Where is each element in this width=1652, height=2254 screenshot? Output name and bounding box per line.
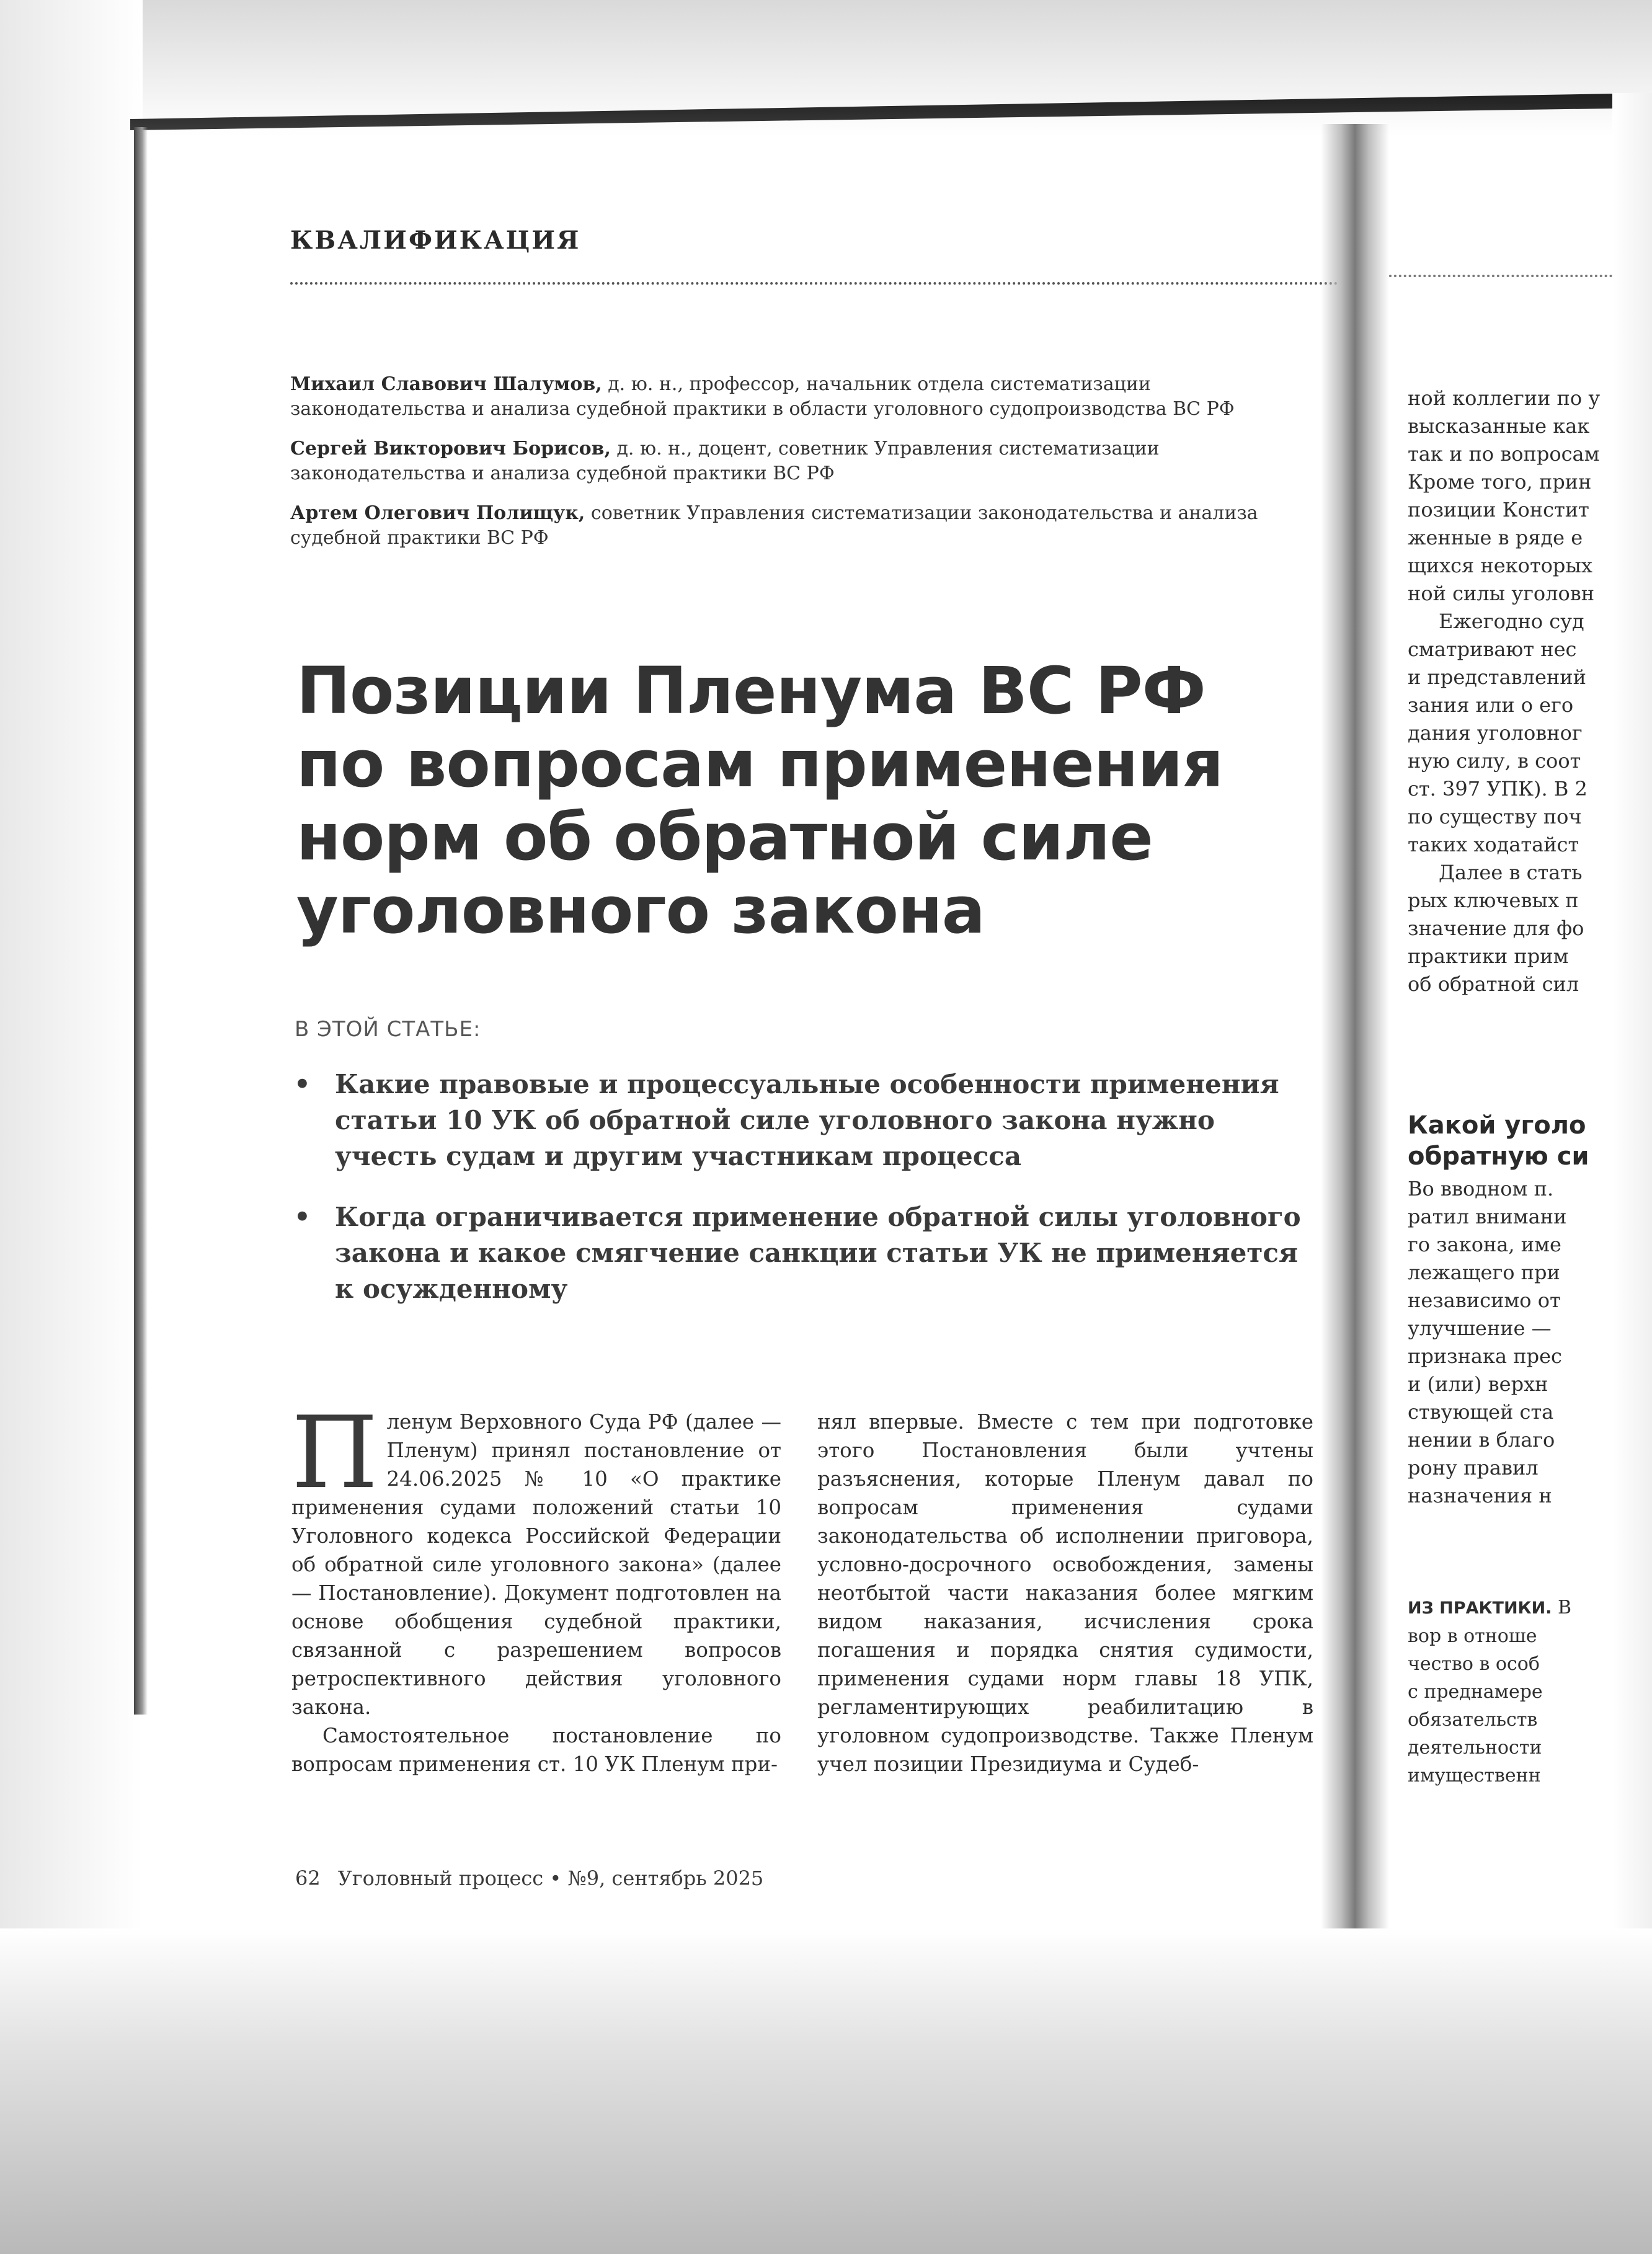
bullet-icon: • [294, 1069, 311, 1099]
practice-line: имущественн [1408, 1765, 1541, 1786]
right-page-heading [1408, 1110, 1612, 1172]
body-column-2 [817, 1408, 1313, 1778]
title-line: Позиции Пленума ВС РФ [296, 653, 1206, 729]
title-line: уголовного закона [296, 872, 985, 948]
text-line: ной коллегии по у [1408, 386, 1601, 410]
text-line: так и по вопросам [1408, 442, 1600, 466]
text-line: рону правил [1408, 1456, 1539, 1480]
text-line: ную силу, в соот [1408, 749, 1581, 773]
body-paragraph: нял впервые. Вместе с тем при подготовке этого Постановления были учтены разъяснения, которые Пленум давал по вопросам применения судами законодательства об исполнении приговора, условно-досрочного освобождения, замены неотбытой части наказания более мягким видом наказания, исчисления срока погашения и порядка снятия судимости, применения судами норм главы 18 УПК, регламентирующих реабилитацию в уголовном судопроизводстве. Также Пленум учел позиции Президиума и Судеб- [817, 1410, 1313, 1776]
text-line: высказанные как [1408, 414, 1590, 438]
right-page-text-2 [1408, 1175, 1612, 1510]
text-line: нении в благо [1408, 1428, 1555, 1452]
text-line: независимо от [1408, 1289, 1561, 1312]
text-line: ствующей ста [1408, 1400, 1554, 1424]
text-line: Кроме того, прин [1408, 470, 1592, 494]
journal-issue: Уголовный процесс • №9, сентябрь 2025 [337, 1866, 764, 1890]
practice-label: ИЗ ПРАКТИКИ. [1408, 1599, 1552, 1618]
author-name: Сергей Викторович Борисов, [290, 438, 611, 459]
text-line: практики прим [1408, 944, 1569, 968]
drop-cap: П [291, 1395, 378, 1511]
page-footer [295, 1866, 763, 1890]
practice-line: обязательств [1408, 1709, 1538, 1731]
author-name: Артем Олегович Полищук, [290, 502, 585, 524]
text-line: дания уголовног [1408, 721, 1583, 745]
author-list [290, 372, 1320, 566]
practice-first-text: В [1552, 1597, 1572, 1618]
body-paragraph: Самостоятельное постановление по вопросам применения ст. 10 УК Пленум при- [291, 1724, 781, 1776]
header-dotted-rule [290, 282, 1338, 285]
bullet-icon: • [294, 1202, 311, 1232]
author-entry [290, 437, 1320, 486]
text-line: щихся некоторых [1408, 554, 1592, 577]
text-line: и (или) верхн [1408, 1372, 1548, 1396]
page-number: 62 [295, 1866, 321, 1890]
book-gutter-shadow [1321, 124, 1389, 1928]
text-line: Ежегодно суд [1439, 610, 1584, 633]
text-line: женные в ряде е [1408, 526, 1583, 549]
right-page-text [1408, 384, 1612, 998]
practice-first-line [1408, 1594, 1612, 1622]
author-description: д. ю. н., доцент, советник Управления систематизации законодательства и анализа судебной практики ВС РФ [290, 438, 1160, 484]
text-line: значение для фо [1408, 916, 1584, 940]
text-line: рых ключевых п [1408, 889, 1579, 912]
author-description: советник Управления систематизации законодательства и анализа судебной практики ВС РФ [290, 502, 1258, 549]
practice-line: чество в особ [1408, 1653, 1540, 1675]
highlight-item [291, 1067, 1315, 1174]
text-line: улучшение — [1408, 1316, 1552, 1340]
heading-line: Какой уголо [1408, 1111, 1586, 1140]
text-line: зания или о его [1408, 693, 1574, 717]
title-line: норм об обратной силе [296, 799, 1153, 875]
text-line: ной силы уголовн [1408, 582, 1595, 605]
text-line: признака прес [1408, 1344, 1562, 1368]
text-line: и представлений [1408, 665, 1586, 689]
in-this-article-label: В ЭТОЙ СТАТЬЕ: [295, 1017, 481, 1042]
body-paragraph-text: ленум Верховного Суда РФ (далее — Пленум) принял постановление от 24.06.2025 № 10 «О практике применения судами положений статьи 10 Уголовного кодекса Российской Федерации об обратной силе уголовного закона» (далее — Постановление). Документ подготовлен на основе обобщения судебной практики, связанной с разрешением вопросов ретроспективного действия уголовного закона. [291, 1410, 781, 1719]
author-entry [290, 372, 1320, 422]
highlight-text: Какие правовые и процессуальные особенности применения статьи 10 УК об обратной силе уголовного закона нужно учесть судам и другим участникам процесса [335, 1069, 1279, 1171]
practice-line: деятельности [1408, 1737, 1542, 1759]
section-label: КВАЛИФИКАЦИЯ [290, 226, 581, 255]
text-line: Далее в стать [1439, 861, 1583, 884]
highlight-item [291, 1199, 1315, 1307]
text-line: ратил внимани [1408, 1205, 1567, 1228]
highlight-text: Когда ограничивается применение обратной силы уголовного закона и какое смягчение санкции статьи УК не применяется к осужденному [335, 1202, 1301, 1304]
article-title [296, 654, 1326, 947]
text-line: таких ходатайст [1408, 833, 1579, 856]
author-entry [290, 501, 1320, 551]
author-name: Михаил Славович Шалумов, [290, 373, 602, 395]
practice-box [1408, 1594, 1612, 1790]
body-paragraph [291, 1395, 781, 1721]
practice-line: вор в отноше [1408, 1625, 1537, 1647]
text-line: назначения н [1408, 1484, 1552, 1507]
right-page-dotted-rule [1389, 275, 1612, 277]
practice-line: с преднамере [1408, 1681, 1543, 1703]
heading-line: обратную си [1408, 1142, 1589, 1171]
body-column-1 [291, 1395, 781, 1778]
text-line: го закона, име [1408, 1233, 1561, 1256]
text-line: Во вводном п. [1408, 1177, 1554, 1200]
article-highlights [291, 1067, 1315, 1332]
text-line: ст. 397 УПК). В 2 [1408, 777, 1588, 801]
text-line: по существу поч [1408, 805, 1582, 828]
text-line: позиции Констит [1408, 498, 1589, 521]
author-description: д. ю. н., профессор, начальник отдела систематизации законодательства и анализа судебной практики в области уголовного судопроизводства ВС РФ [290, 373, 1235, 420]
title-line: по вопросам применения [296, 726, 1223, 802]
text-line: лежащего при [1408, 1261, 1560, 1284]
text-line: об обратной сил [1408, 972, 1579, 996]
text-line: сматривают нес [1408, 637, 1577, 661]
